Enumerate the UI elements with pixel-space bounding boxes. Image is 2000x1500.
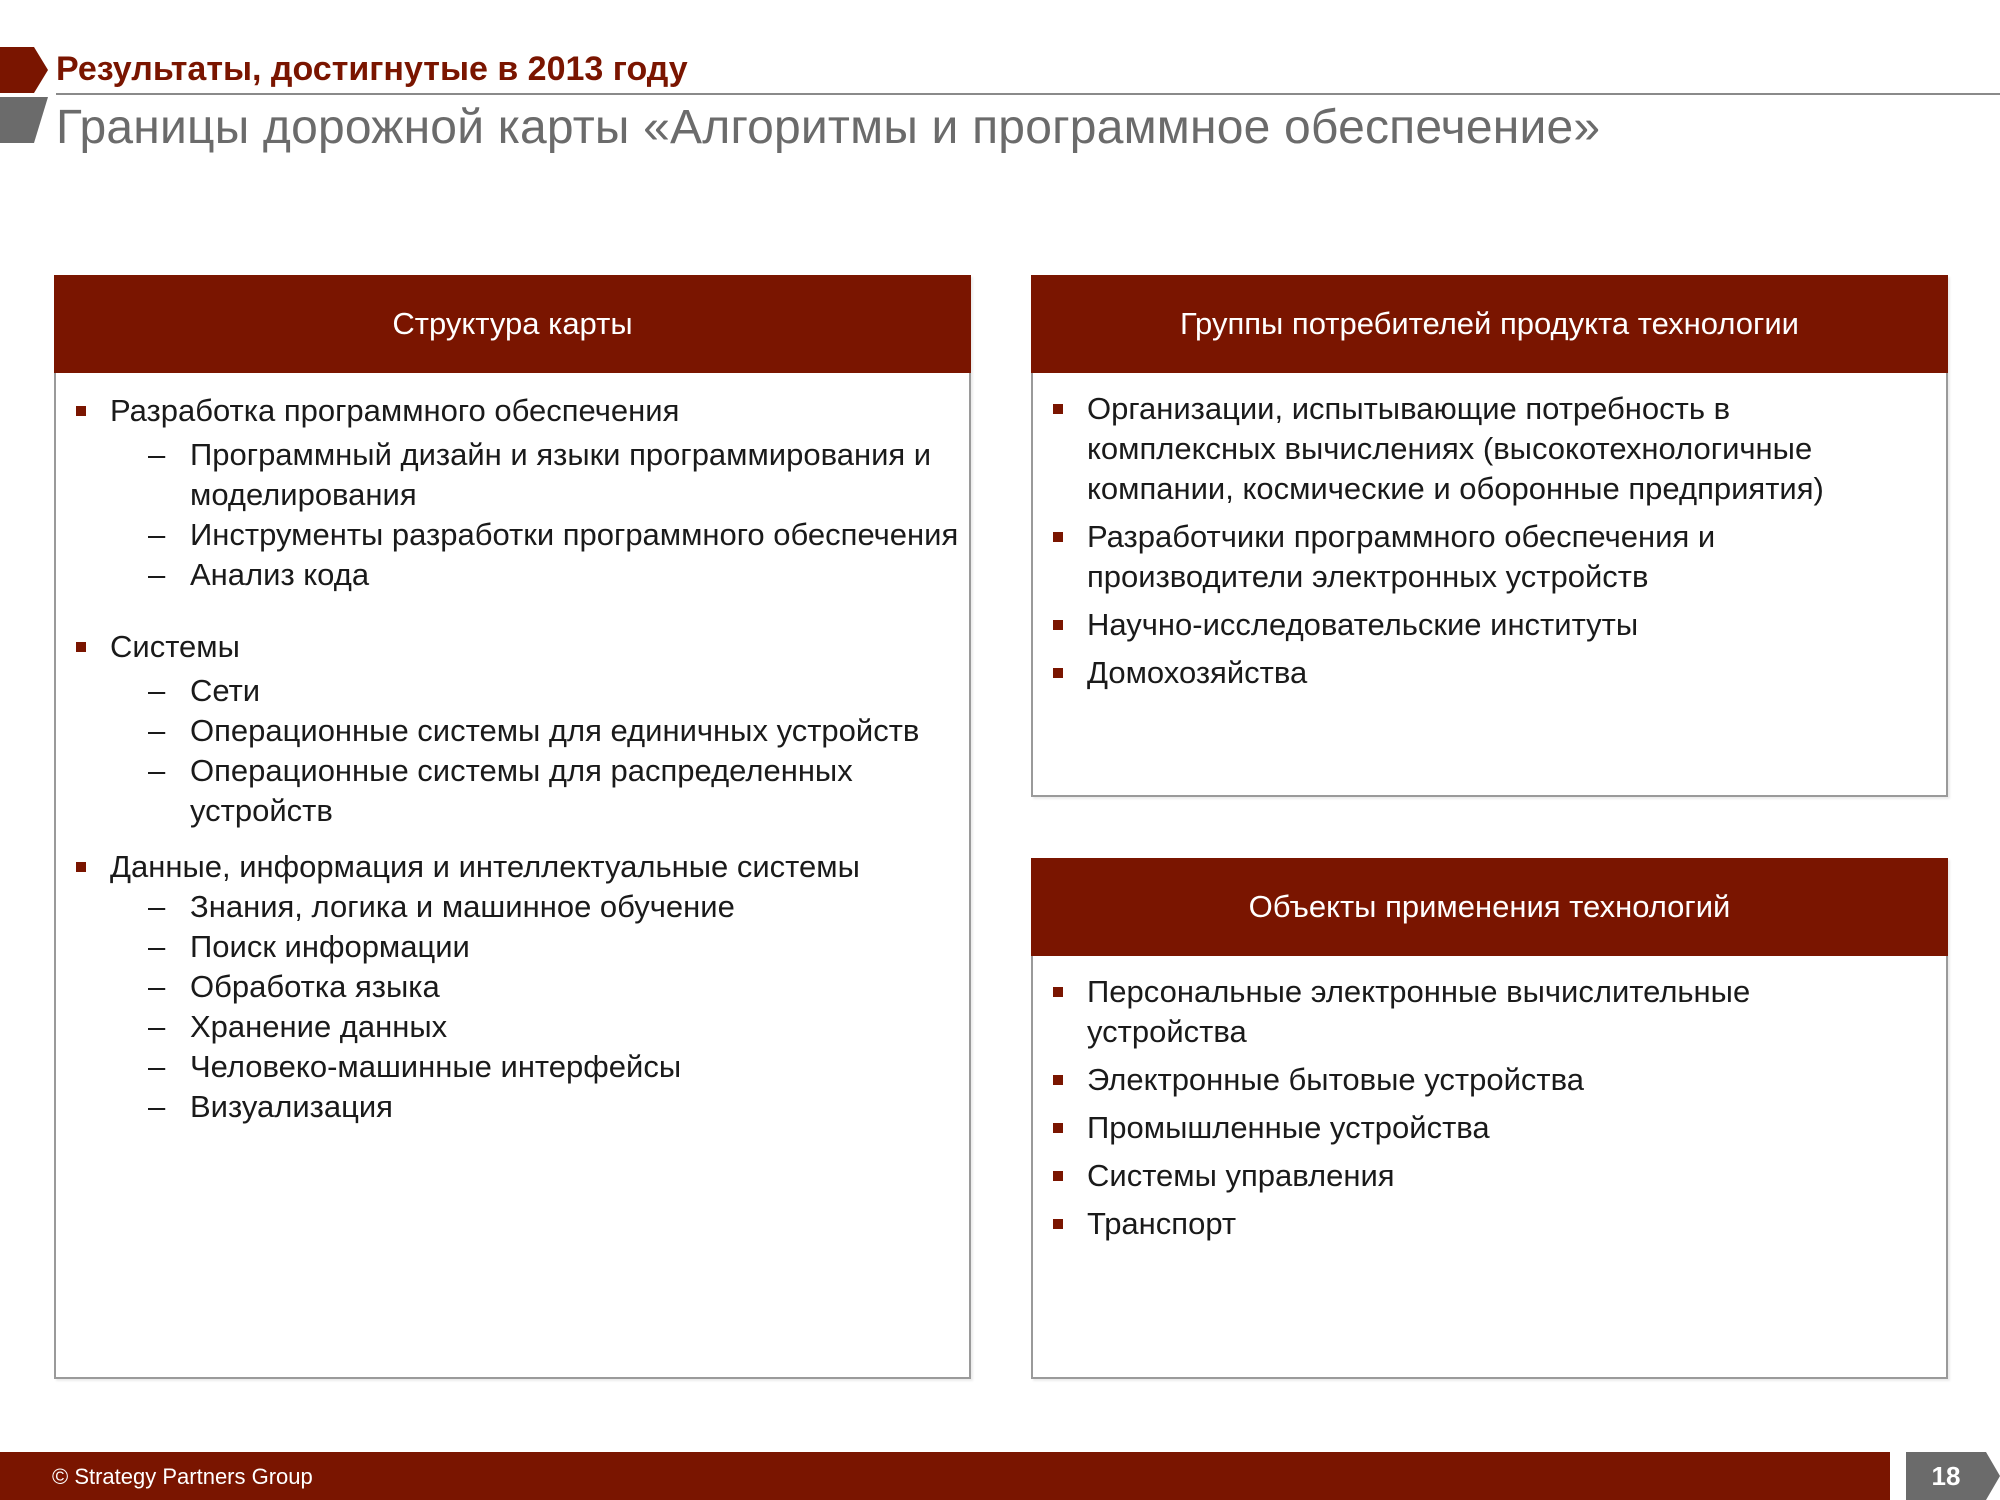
consumers-item: Домохозяйства [1033, 653, 1906, 693]
bullet-square-icon [1053, 532, 1063, 542]
objects-item: Системы управления [1033, 1156, 1886, 1196]
consumers-panel-title: Группы потребителей продукта технологии [1031, 275, 1948, 373]
structure-subitem: – Поиск информации [110, 927, 969, 967]
section-title: Результаты, достигнутые в 2013 году [56, 50, 688, 88]
footer-copyright: © Strategy Partners Group [52, 1464, 313, 1489]
structure-subitem: – Обработка языка [110, 967, 969, 1007]
structure-subitem: – Инструменты разработки программного обеспечения [110, 515, 969, 555]
consumers-list [1033, 389, 1906, 693]
dash-icon: – [148, 929, 166, 964]
dash-icon: – [148, 969, 166, 1004]
dash-icon: – [148, 713, 166, 748]
structure-sublist [110, 435, 969, 595]
objects-list [1033, 972, 1886, 1244]
structure-group [56, 391, 969, 595]
structure-list [56, 391, 969, 1127]
structure-sublist [110, 887, 969, 1127]
structure-panel [54, 275, 971, 1379]
dash-icon: – [148, 889, 166, 924]
page-title: Границы дорожной карты «Алгоритмы и программное обеспечение» [56, 101, 1601, 154]
bullet-square-icon [1053, 987, 1063, 997]
structure-subitem: – Операционные системы для распределенных устройств [148, 753, 853, 828]
structure-subitem: – Знания, логика и машинное обучение [110, 887, 969, 927]
structure-group-label: Данные, информация и интеллектуальные системы [110, 849, 860, 884]
dash-icon: – [148, 557, 166, 592]
dash-icon: – [148, 1049, 166, 1084]
bullet-square-icon [1053, 1075, 1063, 1085]
dash-icon: – [148, 437, 166, 472]
bullet-square-icon [76, 862, 86, 872]
dash-icon: – [148, 753, 166, 788]
dash-icon: – [148, 517, 166, 552]
bullet-square-icon [1053, 1171, 1063, 1181]
bullet-square-icon [76, 406, 86, 416]
consumers-item: Организации, испытывающие потребность в комплексных вычислениях (высокотехнологичные компании, космические и оборонные предприятия) [1033, 389, 1906, 509]
structure-subitem: – Визуализация [110, 1087, 969, 1127]
structure-subitem: – Человеко-машинные интерфейсы [110, 1047, 969, 1087]
header-divider [56, 93, 2000, 95]
bullet-square-icon [1053, 1219, 1063, 1229]
header-corner-gray-shape [0, 97, 48, 143]
structure-subitem: – Программный дизайн и языки программирования и моделирования [148, 437, 932, 512]
dash-icon: – [148, 1089, 166, 1124]
objects-panel [1031, 858, 1948, 1379]
structure-group [56, 847, 969, 1127]
page-number: 18 [1931, 1460, 1961, 1491]
objects-panel-body [1033, 956, 1946, 1377]
structure-group [56, 627, 969, 831]
objects-item: Персональные электронные вычислительные устройства [1033, 972, 1886, 1052]
structure-subitem: – Сети [110, 671, 969, 711]
structure-panel-title: Структура карты [54, 275, 971, 373]
bullet-square-icon [1053, 1123, 1063, 1133]
objects-item: Промышленные устройства [1033, 1108, 1886, 1148]
structure-group-label: Разработка программного обеспечения [110, 393, 680, 428]
consumers-item: Разработчики программного обеспечения и производители электронных устройств [1033, 517, 1906, 597]
structure-sublist [110, 671, 969, 831]
bullet-square-icon [1053, 620, 1063, 630]
header-corner-red-shape [0, 47, 48, 93]
structure-subitem: – Хранение данных [110, 1007, 969, 1047]
structure-subitem: – Операционные системы для единичных устройств [110, 711, 969, 751]
bullet-square-icon [1053, 404, 1063, 414]
structure-subitem: – Анализ кода [110, 555, 969, 595]
objects-item: Электронные бытовые устройства [1033, 1060, 1886, 1100]
consumers-panel [1031, 275, 1948, 797]
consumers-item: Научно-исследовательские институты [1033, 605, 1906, 645]
consumers-panel-body [1033, 373, 1946, 795]
dash-icon: – [148, 1009, 166, 1044]
bullet-square-icon [1053, 668, 1063, 678]
bullet-square-icon [76, 642, 86, 652]
structure-panel-body [56, 373, 969, 1377]
structure-group-label: Системы [110, 629, 240, 664]
dash-icon: – [148, 673, 166, 708]
objects-panel-title: Объекты применения технологий [1031, 858, 1948, 956]
objects-item: Транспорт [1033, 1204, 1886, 1244]
